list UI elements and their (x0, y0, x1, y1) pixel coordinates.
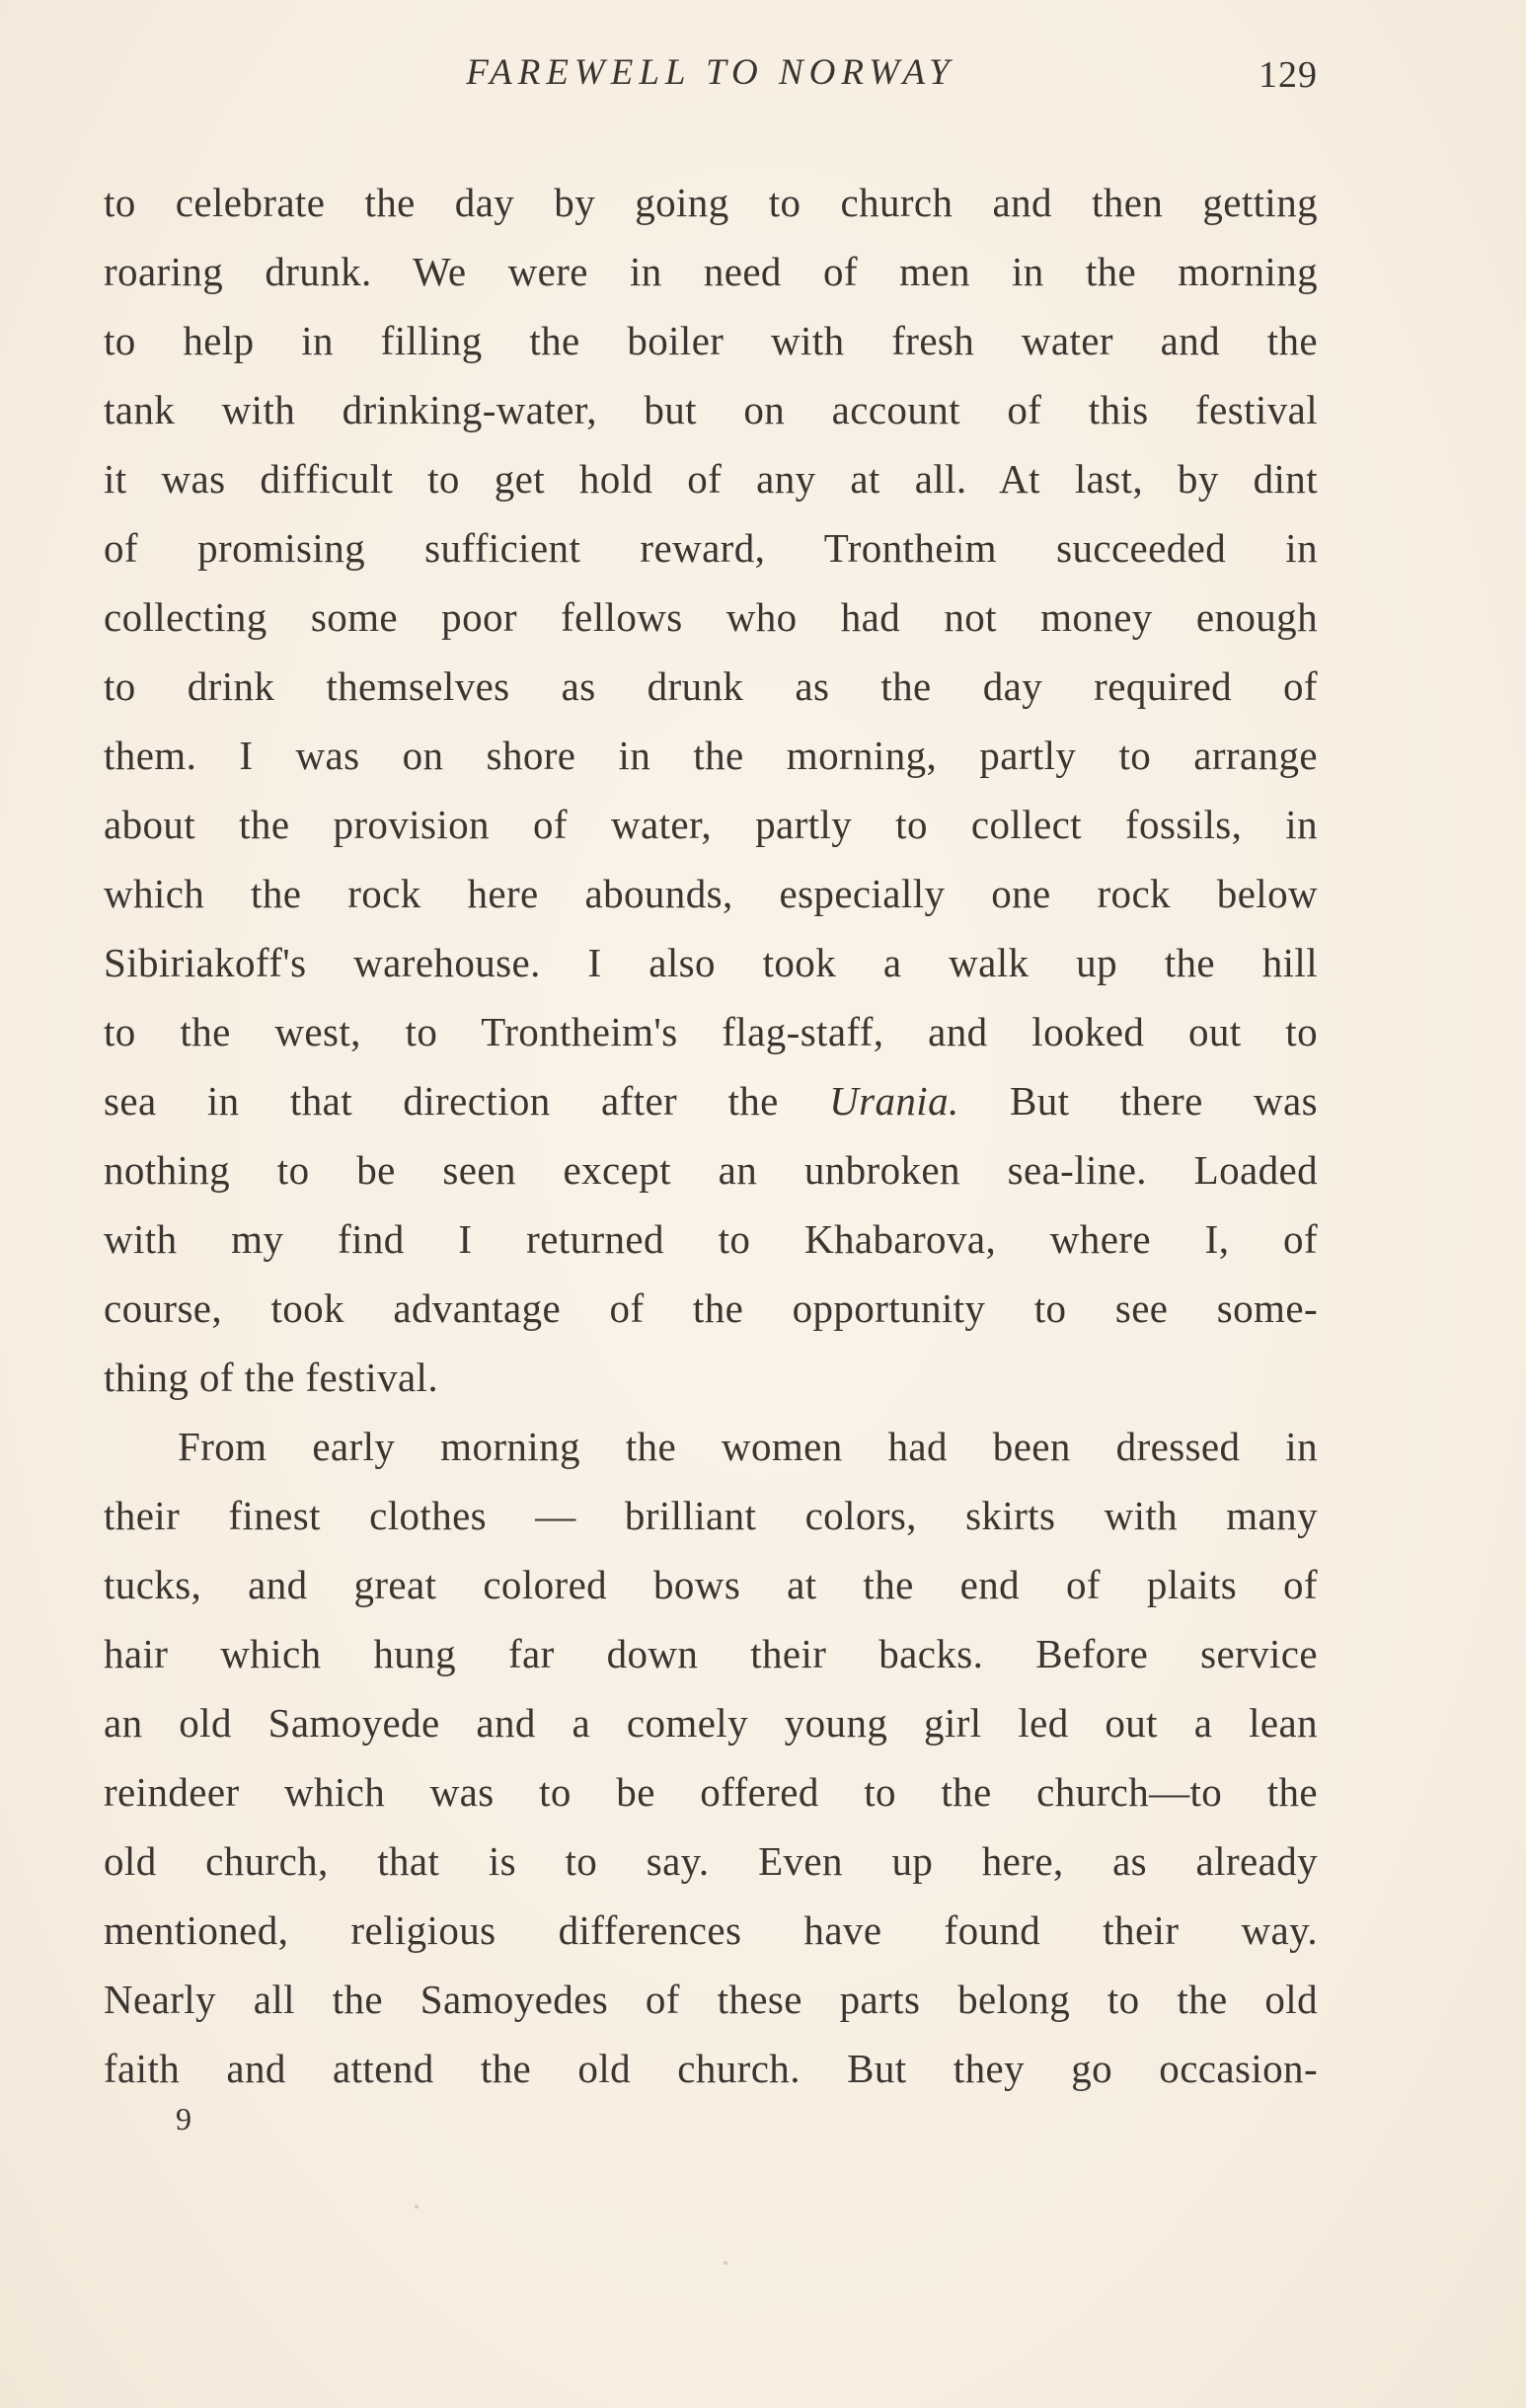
text-fragment: sea in that direction after the (104, 1078, 779, 1124)
text-line: to help in filling the boiler with fresh water and the (104, 318, 1318, 363)
paper-speck (724, 2261, 727, 2265)
running-head (104, 51, 1318, 111)
text-line: roaring drunk. We were in need of men in the morning (104, 249, 1318, 294)
text-line: Sibiriakoff's warehouse. I also took a walk up the hill (104, 940, 1318, 985)
text-line-mixed (104, 1066, 1318, 1135)
text-line: reindeer which was to be offered to the church—to the (104, 1769, 1318, 1815)
text-line: to celebrate the day by going to church and then getting (104, 180, 1318, 225)
text-line: which the rock here abounds, especially one rock below (104, 871, 1318, 916)
text-line: an old Samoyede and a comely young girl led out a lean (104, 1700, 1318, 1746)
text-line: hair which hung far down their backs. Before service (104, 1631, 1318, 1676)
body-text (104, 168, 1318, 2103)
text-line: to the west, to Trontheim's flag-staff, and looked out to (104, 1009, 1318, 1054)
text-line: to drink themselves as drunk as the day required of (104, 663, 1318, 709)
text-line: with my find I returned to Khabarova, where I, of (104, 1216, 1318, 1262)
text-line: them. I was on shore in the morning, partly to arrange (104, 733, 1318, 778)
running-title: FAREWELL TO NORWAY (466, 52, 955, 93)
text-line: mentioned, religious differences have found their way. (104, 1907, 1318, 1953)
text-line: it was difficult to get hold of any at all. At last, by dint (104, 456, 1318, 502)
text-line: old church, that is to say. Even up here, as already (104, 1838, 1318, 1884)
page-number: 129 (1259, 54, 1318, 96)
text-line: of promising sufficient reward, Trontheim succeeded in (104, 525, 1318, 571)
text-line: faith and attend the old church. But they go occasion- (104, 2046, 1318, 2091)
text-line: collecting some poor fellows who had not money enough (104, 594, 1318, 640)
text-line: their finest clothes — brilliant colors, skirts with many (104, 1493, 1318, 1538)
text-line: nothing to be seen except an unbroken sea-line. Loaded (104, 1147, 1318, 1193)
text-line: tucks, and great colored bows at the end of plaits of (104, 1562, 1318, 1607)
text-line: Nearly all the Samoyedes of these parts belong to the old (104, 1977, 1318, 2022)
ship-name-italic: Urania. (829, 1078, 959, 1124)
text-line: course, took advantage of the opportunity to see some- (104, 1285, 1318, 1331)
paper-speck (415, 2205, 419, 2209)
text-line: tank with drinking-water, but on account of this festival (104, 387, 1318, 432)
text-line-paragraph-end: thing of the festival. (104, 1355, 439, 1400)
text-fragment: But there was (1009, 1078, 1319, 1124)
text-line-paragraph-start: From early morning the women had been dressed in (178, 1424, 1318, 1469)
text-line: about the provision of water, partly to collect fossils, in (104, 802, 1318, 847)
signature-mark: 9 (176, 2101, 191, 2136)
